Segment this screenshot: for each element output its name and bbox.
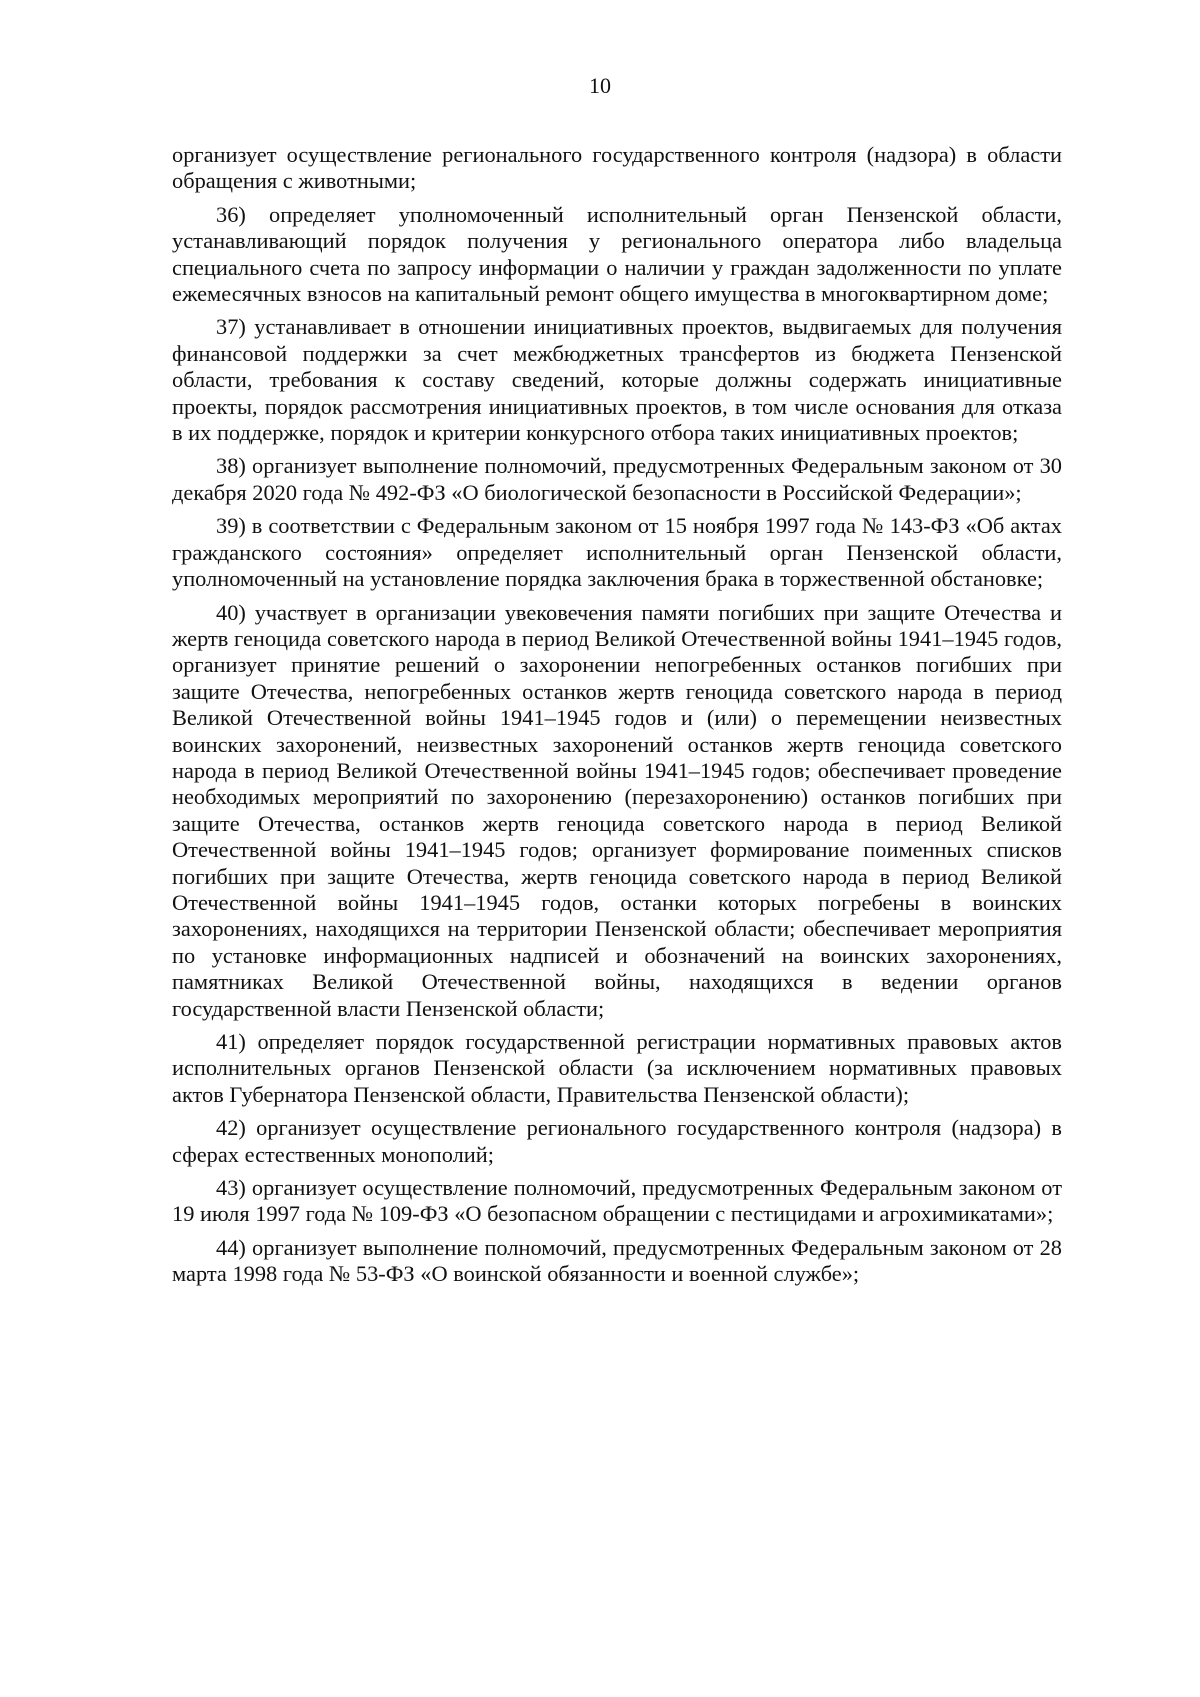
document-body xyxy=(172,142,1062,1295)
paragraph-item-44: 44) организует выполнение полномочий, предусмотренных Федеральным законом от 28 марта 1998 года № 53-ФЗ «О воинской обязанности и военной службе»; xyxy=(172,1234,1062,1287)
paragraph-item-37: 37) устанавливает в отношении инициативных проектов, выдвигаемых для получения финансовой поддержки за счет межбюджетных трансфертов из бюджета Пензенской области, требования к составу сведений, которые должны содержать инициативные проекты, порядок рассмотрения инициативных проектов, в том числе основания для отказа в их поддержке, порядок и критерии конкурсного отбора таких инициативных проектов; xyxy=(172,314,1062,446)
paragraph-item-42: 42) организует осуществление регионального государственного контроля (надзора) в сферах естественных монополий; xyxy=(172,1115,1062,1167)
page-number: 10 xyxy=(589,73,611,98)
paragraph-item-41: 41) определяет порядок государственной регистрации нормативных правовых актов исполнительных органов Пензенской области (за исключением нормативных правовых актов Губернатора Пензенской области, Правительства Пензенской области); xyxy=(172,1029,1062,1107)
paragraph-continuation: организует осуществление регионального государственного контроля (надзора) в области обращения с животными; xyxy=(172,142,1062,194)
paragraph-item-36: 36) определяет уполномоченный исполнительный орган Пензенской области, устанавливающий порядок получения у регионального оператора либо владельца специального счета по запросу информации о наличии у граждан задолженности по уплате ежемесячных взносов на капитальный ремонт общего имущества в многоквартирном доме; xyxy=(172,201,1062,307)
paragraph-item-39: 39) в соответствии с Федеральным законом от 15 ноября 1997 года № 143-ФЗ «Об актах гражданского состояния» определяет исполнительный орган Пензенской области, уполномоченный на установление порядка заключения брака в торжественной обстановке; xyxy=(172,513,1062,592)
paragraph-item-38: 38) организует выполнение полномочий, предусмотренных Федеральным законом от 30 декабря 2020 года № 492-ФЗ «О биологической безопасности в Российской Федерации»; xyxy=(172,453,1062,505)
paragraph-item-40: 40) участвует в организации увековечения памяти погибших при защите Отечества и жертв геноцида советского народа в период Великой Отечественной войны 1941–1945 годов, организует принятие решений о захоронении непогребенных останков погибших при защите Отечества, непогребенных останков жертв геноцида советского народа в период Великой Отечественной войны 1941–1945 годов и (или) о перемещении неизвестных воинских захоронений, неизвестных захоронений останков жертв геноцида советского народа в период Великой Отечественной войны 1941–1945 годов; обеспечивает проведение необходимых мероприятий по захоронению (перезахоронению) останков погибших при защите Отечества, останков жертв геноцида советского народа в период Великой Отечественной войны 1941–1945 годов; организует формирование поименных списков погибших при защите Отечества, жертв геноцида советского народа в период Великой Отечественной войны 1941–1945 годов, останки которых погребены в воинских захоронениях, находящихся на территории Пензенской области; обеспечивает мероприятия по установке информационных надписей и обозначений на воинских захоронениях, памятниках Великой Отечественной войны, находящихся в ведении органов государственной власти Пензенской области; xyxy=(172,599,1062,1021)
paragraph-item-43: 43) организует осуществление полномочий, предусмотренных Федеральным законом от 19 июля 1997 года № 109-ФЗ «О безопасном обращении с пестицидами и агрохимикатами»; xyxy=(172,1175,1062,1227)
